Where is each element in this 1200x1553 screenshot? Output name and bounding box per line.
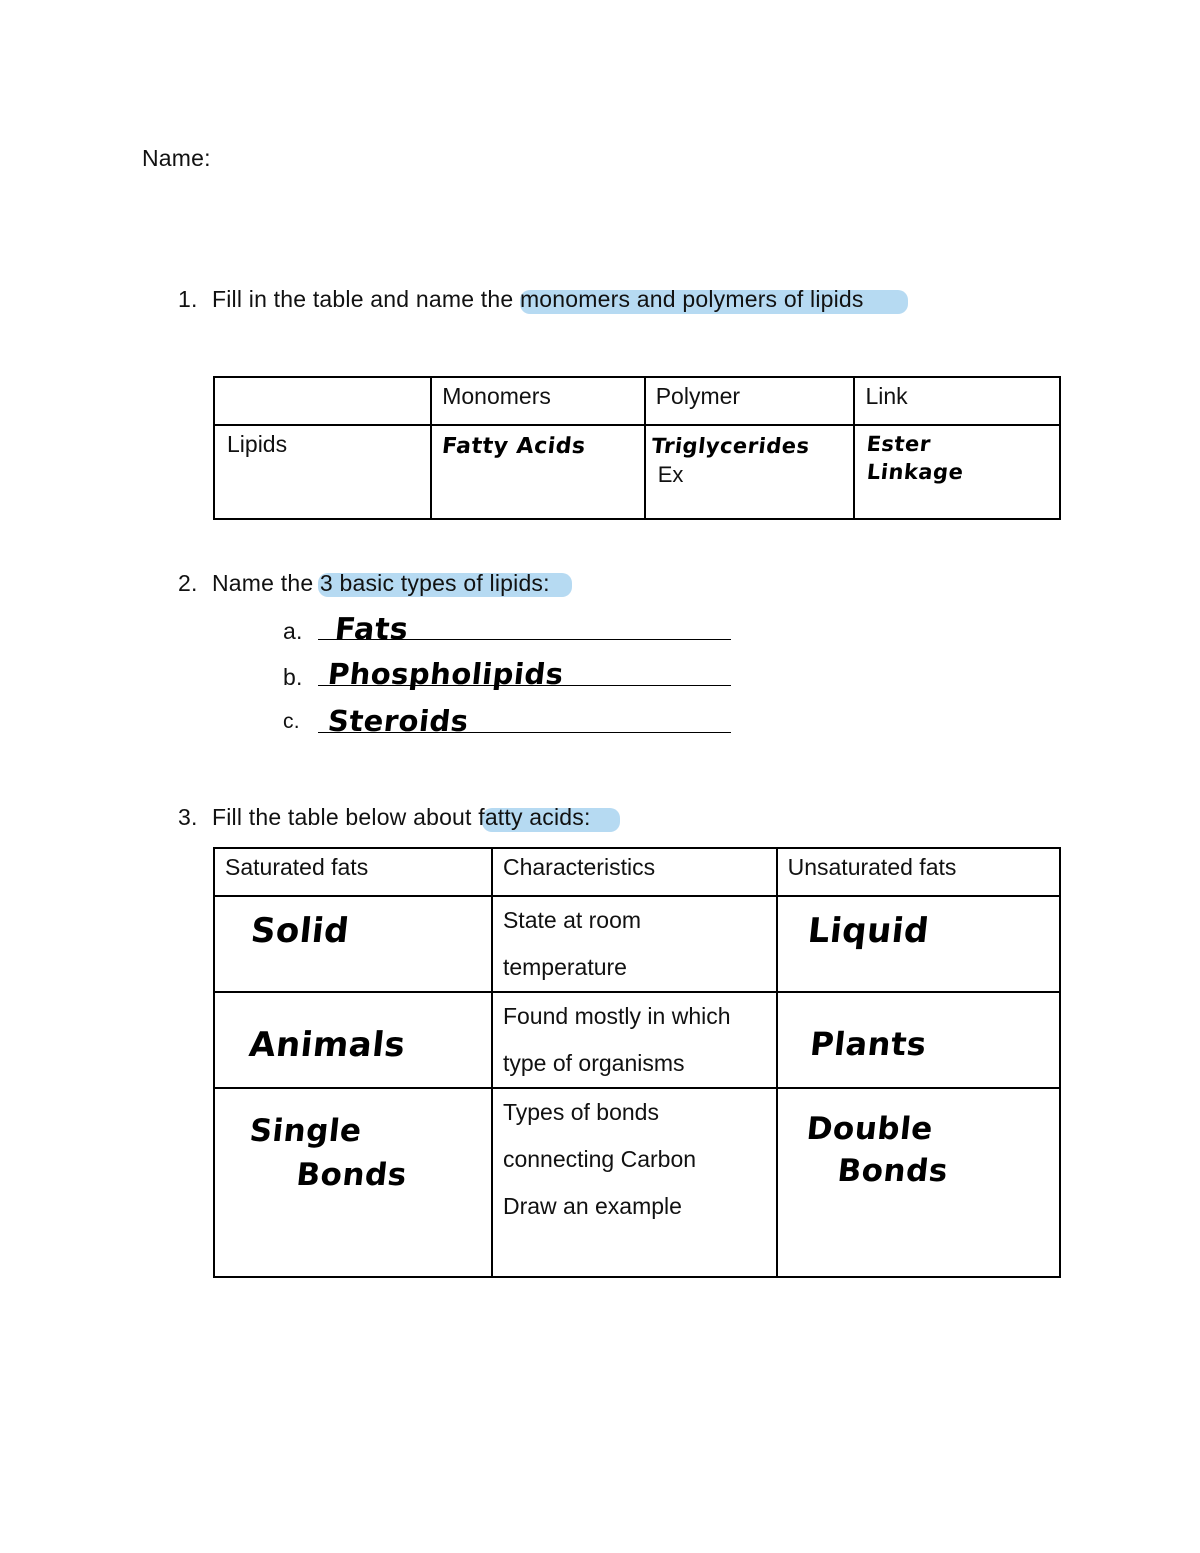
- q2-answer-a: Fats: [333, 612, 411, 647]
- fa-row1-saturated: Solid: [248, 911, 352, 951]
- fa-header-characteristics: Characteristics: [492, 848, 777, 896]
- q2-blank-a[interactable]: [318, 639, 731, 640]
- fa-header-saturated: Saturated fats: [214, 848, 492, 896]
- q3-prompt-plain: Fill the table below about: [212, 804, 472, 830]
- q2-prompt: [212, 570, 550, 597]
- fa-row2-saturated: Animals: [247, 1025, 408, 1065]
- lipids-header-link: Link: [854, 377, 1060, 425]
- q2-answer-b: Phospholipids: [326, 657, 566, 691]
- q2-blank-c[interactable]: [318, 732, 731, 733]
- lipids-row-label: Lipids: [214, 425, 431, 519]
- lipids-header-blank: [214, 377, 431, 425]
- q2-prompt-plain: Name the: [212, 570, 314, 596]
- q3-number: 3.: [178, 804, 198, 830]
- fa-row3-saturated-cell[interactable]: [214, 1088, 492, 1277]
- fa-row2-unsaturated: Plants: [807, 1025, 929, 1063]
- q1-prompt: [212, 286, 864, 313]
- polymer-answer-cell[interactable]: [645, 425, 855, 519]
- fa-row3-saturated-2: Bonds: [294, 1157, 409, 1193]
- q2-letter-b: b.: [283, 664, 303, 690]
- polymer-ex-label: Ex: [657, 462, 684, 487]
- q1-prompt-plain: Fill in the table and name the: [212, 286, 514, 312]
- fa-row2-char-line2: type of organisms: [502, 1050, 685, 1076]
- q2-prompt-highlighted: 3 basic types of lipids:: [313, 570, 550, 596]
- lipids-header-polymer: Polymer: [645, 377, 855, 425]
- fa-header-unsaturated: Unsaturated fats: [777, 848, 1060, 896]
- fa-row1-characteristic: [492, 896, 777, 992]
- monomer-answer-cell[interactable]: [431, 425, 645, 519]
- fa-row2-characteristic: [492, 992, 777, 1088]
- link-answer-2: Linkage: [866, 460, 966, 484]
- q2-letter-c: c.: [283, 710, 300, 733]
- polymer-answer: Triglycerides: [650, 434, 811, 458]
- fa-row1-unsaturated: Liquid: [805, 911, 931, 951]
- fa-row2-saturated-cell[interactable]: [214, 992, 492, 1088]
- fa-row1-unsaturated-cell[interactable]: [777, 896, 1060, 992]
- fa-row3-unsaturated-cell[interactable]: [777, 1088, 1060, 1277]
- fatty-acids-table: [213, 847, 1061, 1278]
- fa-row2-unsaturated-cell[interactable]: [777, 992, 1060, 1088]
- monomer-answer: Fatty Acids: [440, 434, 588, 459]
- q3-prompt: [212, 804, 591, 831]
- fa-row1-char-line1: State at room: [502, 907, 642, 933]
- q1-prompt-highlighted: monomers and polymers of lipids: [513, 286, 864, 312]
- fa-row3-char-line2: connecting Carbon: [502, 1146, 697, 1172]
- q2-blank-b[interactable]: [318, 685, 731, 686]
- q1-number: 1.: [178, 286, 198, 312]
- lipids-header-monomers: Monomers: [431, 377, 645, 425]
- fa-row3-unsaturated-2: Bonds: [835, 1153, 950, 1189]
- fa-row3-unsaturated-1: Double: [804, 1111, 935, 1147]
- fa-row3-saturated-1: Single: [247, 1113, 364, 1149]
- fa-row2-char-line1: Found mostly in which: [502, 1003, 731, 1029]
- lipids-table: [213, 376, 1061, 520]
- fa-row3-char-line1: Types of bonds: [502, 1099, 659, 1125]
- name-label: Name:: [142, 145, 211, 171]
- q2-number: 2.: [178, 570, 198, 596]
- fa-row3-characteristic: [492, 1088, 777, 1277]
- fa-row1-char-line2: temperature: [502, 954, 627, 980]
- fa-row3-char-line3: Draw an example: [502, 1193, 682, 1219]
- fa-row1-saturated-cell[interactable]: [214, 896, 492, 992]
- q2-letter-a: a.: [283, 618, 303, 644]
- link-answer-1: Ester: [865, 432, 933, 456]
- link-answer-cell[interactable]: [854, 425, 1060, 519]
- q2-answer-c: Steroids: [326, 704, 471, 738]
- q3-prompt-highlighted: fatty acids:: [471, 804, 591, 830]
